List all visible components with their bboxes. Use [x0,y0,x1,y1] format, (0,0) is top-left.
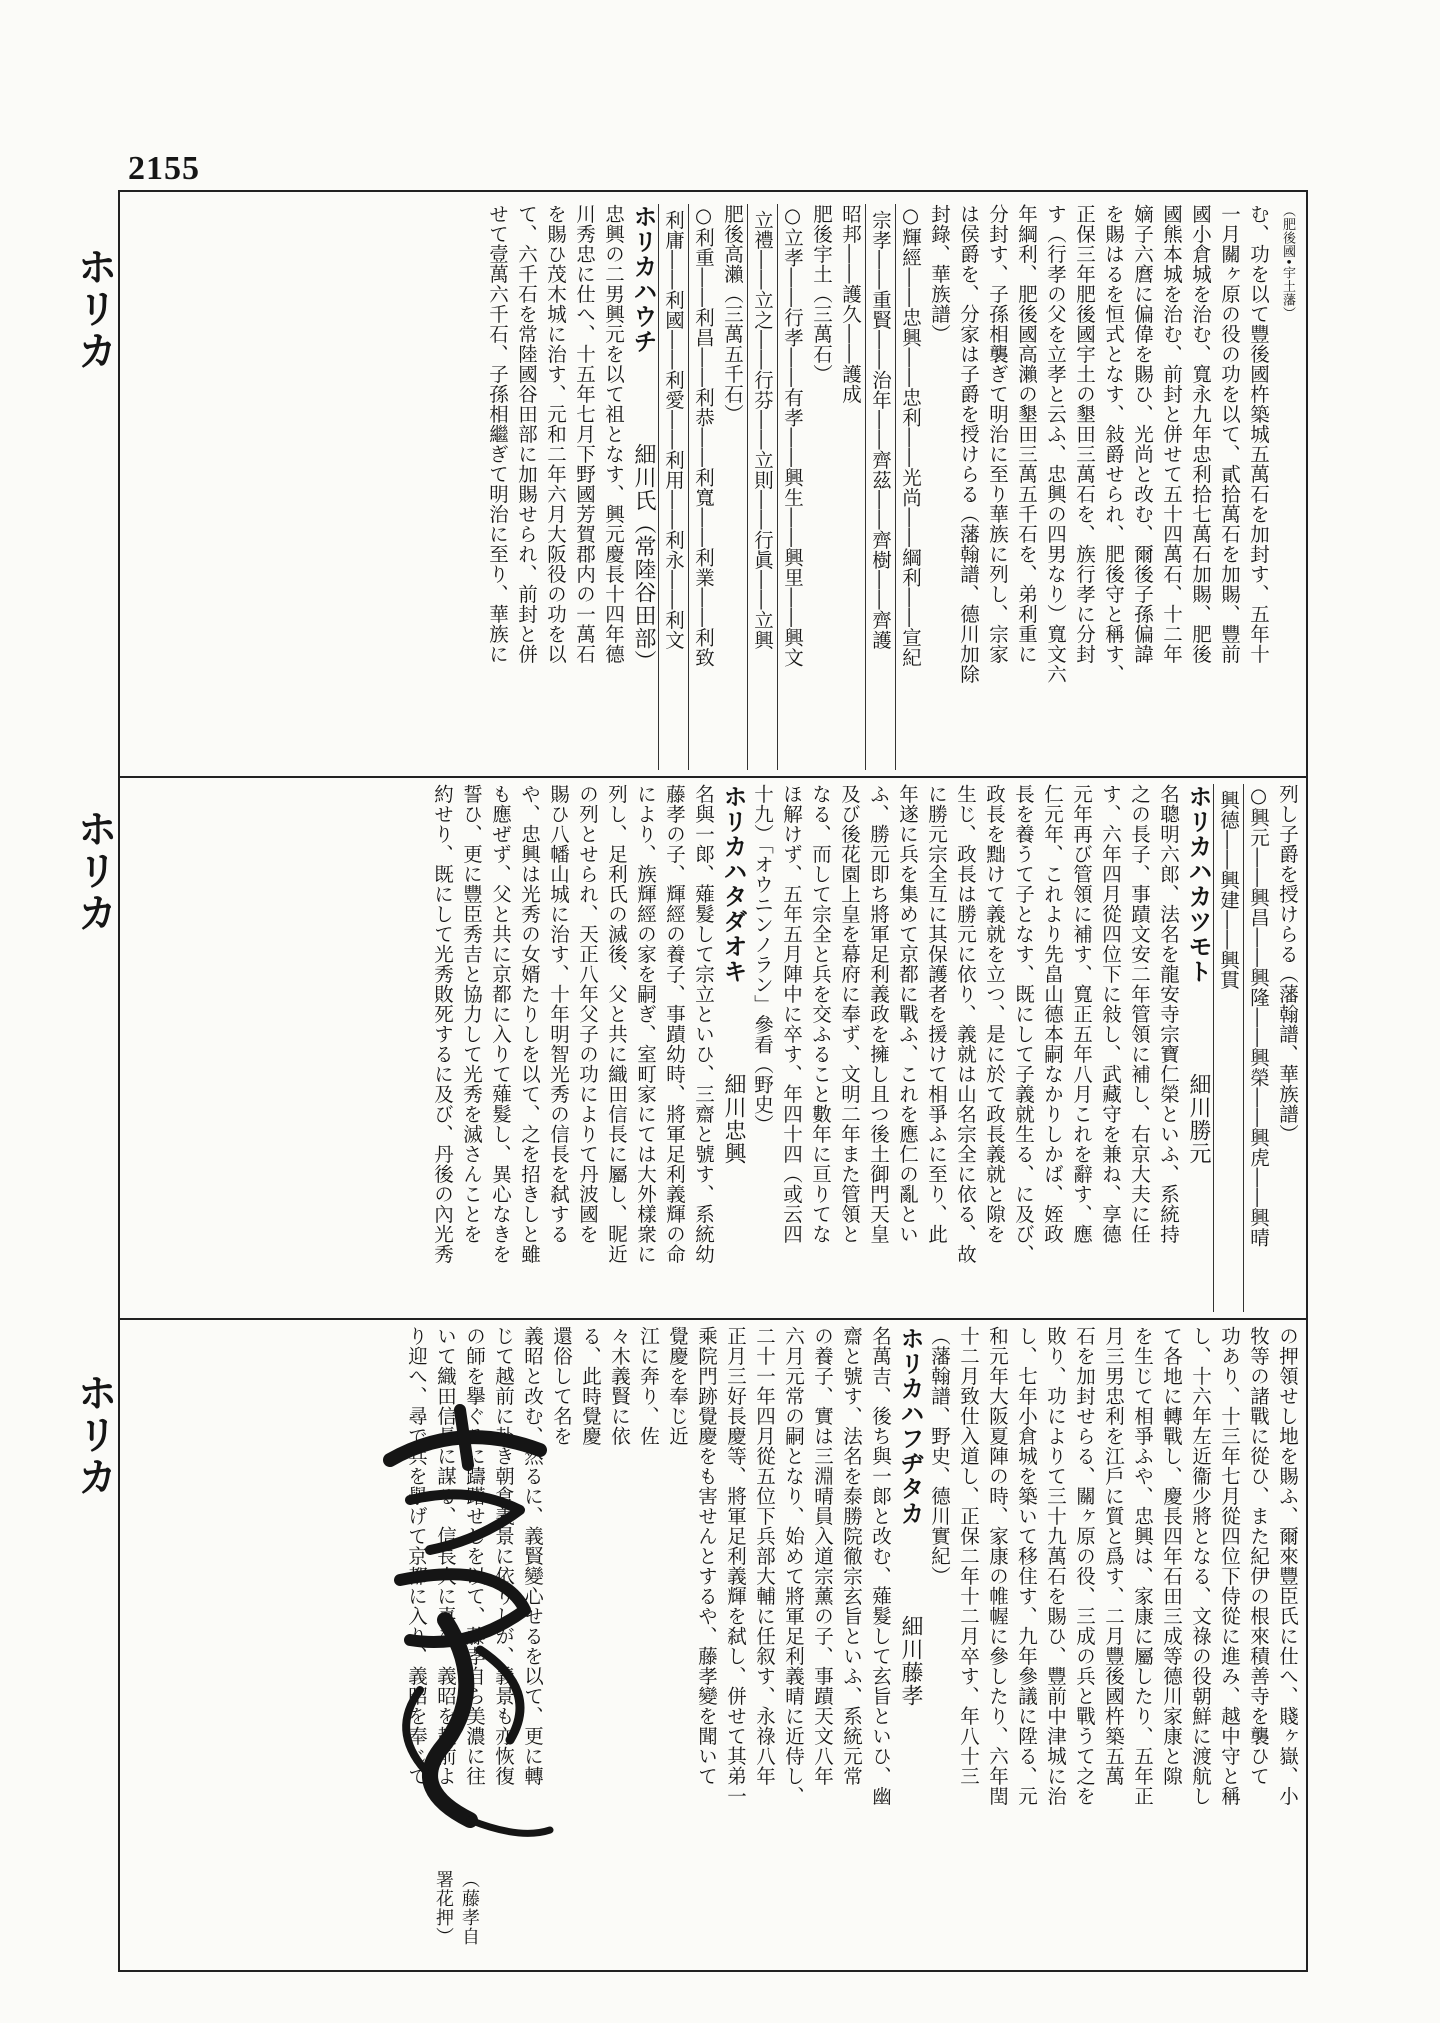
entry-title-text: ホリカハウチ [629,204,657,354]
text-line: 義昭と改む、然るに、義賢變心せるを以て、更に轉 [521,1326,544,1786]
text-line: 嫡子六麿に偏偉を賜ひ、光尚と改む、爾後子孫偏諱 [1131,204,1154,664]
text-line: 和元年大阪夏陣の時、家康の帷幄に參したり、六年閏 [986,1326,1009,1806]
entry-person: 細川藤孝 [898,1615,923,1707]
text-line: を生じて相爭ふや、忠興は、家康に屬したり、五年正 [1131,1326,1154,1806]
side-tag-top: ホリカ [71,246,117,372]
text-line: 乘院門跡覺慶をも害せんとするや、藤孝變を聞いて [695,1326,718,1786]
section-bottom-text [124,1326,1302,1966]
text-line: は侯爵を、分家は子爵を授けらる（藩翰譜、德川加除 [957,204,980,684]
section-divider-2 [118,1318,1308,1320]
text-line: ふ、勝元即ち將軍足利義政を擁し且つ後土御門天皇 [867,784,890,1244]
text-line: 功あり、十三年七月從四位下侍從に進み、越中守と稱 [1218,1326,1241,1806]
side-tag-middle: ホリカ [71,808,117,934]
text-line: の押領せし地を賜ふ、爾來豐臣氏に仕へ、賤ヶ嶽、小 [1276,1326,1299,1806]
text-line: （藩翰譜、野史、德川實紀） [928,1326,951,1586]
text-line: 政長を黜けて義就を立つ、是に於て政長義就と隙を [983,784,1006,1244]
text-line: 々木義賢に依 [608,1326,631,1446]
text-line: り迎へ、尋で兵を擧げて京都に入り、義昭を奉じて [405,1326,428,1786]
text-line: 國熊本城を治む、前封と併せて五十四萬石、十二年 [1160,204,1183,664]
lineage-line: 興德――興建――興貫 [1213,784,1244,1312]
text-line: せて壹萬六千石、子孫相繼ぎて明治に至り、華族に [486,204,509,664]
text-line: 及び後花園上皇を幕府に奉ず、文明二年また管領と [838,784,861,1244]
entry-title [895,1326,925,1966]
text-line: により、族輝經の家を嗣ぎ、室町家にては大外樣衆に [634,784,657,1264]
text-line: る、此時覺慶 [579,1326,602,1446]
text-line: 十九）「オウニンノラン」參看（野史） [751,784,774,1135]
text-line: 齋と號す、法名を泰勝院徹宗玄旨といふ、系統元常 [840,1326,863,1786]
lineage-heading: 肥後宇土（三萬石） [810,204,833,384]
text-line: 還俗して名を [550,1326,573,1446]
section-top-text [124,204,1302,770]
text-line: 列し、足利氏の滅後、父と共に織田信長に屬し、昵近 [605,784,628,1264]
section-bottom [124,1326,1302,1966]
text-line: 名聰明六郎、法名を龍安寺宗寶仁榮といふ、系統持 [1157,784,1180,1244]
text-line: に勝元宗全互に其保護者を援けて相爭ふに至り、此 [925,784,948,1244]
side-tag-bottom: ホリカ [71,1372,117,1498]
page-number: 2155 [128,150,200,187]
text-line: て各地に轉戰し、慶長四年石田三成等德川家康と隙 [1160,1326,1183,1786]
text-line: 一月關ヶ原の役の功を以て、貳拾萬石を加賜、豐前 [1218,204,1241,664]
text-line: す（行孝の父を立孝と云ふ、忠興の四男なり）寬文六 [1044,204,1067,684]
text-line: て、六千石を常陸國谷田部に加賜せられ、前封と併 [515,204,538,664]
text-line: いて織田信長に謀る、信長大に喜び、義昭を越前よ [434,1326,457,1786]
text-line: 石を加封せらる、關ヶ原の役、三成の兵と戰うて之を [1073,1326,1096,1806]
text-line: じて越前に赴き朝倉義景に依りしが、義景も亦恢復 [492,1326,515,1786]
section-middle [124,784,1302,1312]
section-middle-text [124,784,1302,1312]
entry-person: 細川勝元 [1186,1073,1211,1165]
text-line: し、十六年左近衞少將となる、文祿の役朝鮮に渡航し [1189,1326,1212,1806]
lineage-line: 立禮――立之――行芬――立則――行眞――立興 [747,204,778,770]
lineage-line: ○立孝――行孝――有孝――興生――興里――興文 [781,204,804,668]
text-line: 二十一年四月從五位下兵部大輔に任叙す、永祿八年 [753,1326,776,1786]
text-line: 元年再び管領に補す、寬正五年八月これを辭す、應 [1070,784,1093,1244]
text-line: 月三男忠利を江戶に質と爲す、二月豐後國杵築五萬 [1102,1326,1125,1786]
text-line: 年遂に兵を集めて京都に戰ふ、これを應仁の亂とい [896,784,919,1244]
text-line: の師を擧ぐるに躊躇せしを以て、藤孝自ら美濃に往 [463,1326,486,1786]
lineage-line: 昭邦――護久――護成 [839,204,862,404]
source-header: （肥後國•宇土藩） [1280,204,1295,321]
text-line: の養子、實は三淵晴員入道宗薰の子、事蹟天文八年 [811,1326,834,1786]
text-line: 之の長子、事蹟文安二年管領に補し、右京大夫に任 [1128,784,1151,1244]
entry-title-text: ホリカハカツモト [1184,784,1212,984]
kao-signature-icon [350,1390,570,1860]
text-line: 仁元年、これより先畠山德本嗣なかりしかば、姪政 [1041,784,1064,1244]
lineage-heading: 肥後高瀨（三萬五千石） [721,204,744,424]
text-line: 江に奔り、佐 [637,1326,660,1446]
text-line: ほ解けず、五年五月陣中に卒す、年四十四（或云四 [780,784,803,1244]
text-line: も應ぜず、父と共に京都に入りて薙髮し、異心なきを [489,784,512,1264]
entry-person: 細川氏（常陸谷田部） [631,443,656,673]
lineage-line: 宗孝――重賢――治年――齊茲――齊樹――齊護 [865,204,896,770]
entry-title [1183,784,1213,1312]
text-line: 牧等の諸戰に從ひ、また紀伊の根來積善寺を襲ひて [1247,1326,1270,1786]
text-line: し、七年小倉城を築いて移住す、九年參議に陞る、元 [1015,1326,1038,1806]
entry-title [718,784,748,1312]
text-line: 分封す、子孫相襲ぎて明治に至り華族に列し、宗家 [986,204,1009,664]
text-line: む、功を以て豐後國杵築城五萬石を加封す、五年十 [1247,204,1270,664]
text-line: 生じ、政長は勝元に依り、義就は山名宗全に依る、故 [954,784,977,1264]
text-line: 藤孝の子、輝經の養子、事蹟幼時、將軍足利義輝の命 [663,784,686,1264]
text-line: 約せり、既にして光秀敗死するに及び、丹後の內光秀 [431,784,454,1264]
text-line: 川秀忠に仕へ、十五年七月下野國芳賀郡内の一萬石 [573,204,596,664]
text-line: 年綱利、肥後國高瀨の墾田三萬五千石を、弟利重に [1015,204,1038,664]
text-line: を賜ひ茂木城に治す、元和二年六月大阪役の功を以 [544,204,567,664]
text-line: 名與一郞、薙髮して宗立といひ、三齋と號す、系統幼 [692,784,715,1264]
text-line: 正保三年肥後國宇土の墾田三萬石を、族行孝に分封 [1073,204,1096,664]
text-line: 敗り、功によりて三十九萬石を賜ひ、豐前中津城に治 [1044,1326,1067,1806]
text-line: す、六年四月從四位下に敍し、武藏守を兼ね、享德 [1099,784,1122,1244]
text-line: 忠興の二男興元を以て祖となす、興元慶長十四年德 [602,204,625,664]
text-line: 覺慶を奉じ近 [666,1326,689,1446]
text-line: なる、而して宗全と兵を交ふること數年に亘りてな [809,784,832,1244]
entry-person: 細川忠興 [721,1073,746,1165]
section-divider-1 [118,776,1308,778]
text-line: 正月三好長慶等、將軍足利義輝を弑し、併せて其弟一 [724,1326,747,1806]
text-line: 長を養うて子となす、既にして子義就生る、に及び、 [1012,784,1035,1264]
text-line: 國小倉城を治む、寬永九年忠利拾七萬石加賜、肥後 [1189,204,1212,664]
text-line: 封錄、華族譜） [928,204,951,344]
text-line: 十二月致仕入道し、正保二年十二月卒す、年八十三 [957,1326,980,1786]
text-line: 誓ひ、更に豐臣秀吉と協力して光秀を滅さんことを [460,784,483,1244]
entry-title-text: ホリカハタダオキ [719,784,747,984]
section-top [124,204,1302,770]
text-line: 名萬吉、後ち與一郞と改む、薙髮して玄旨といひ、幽 [869,1326,892,1806]
lineage-line: ○興元――興昌――興隆――興榮――興虎――興晴 [1247,784,1270,1248]
text-line: 六月元常の嗣となり、始めて將軍足利義晴に近侍し、 [782,1326,805,1806]
text-line: や、忠興は光秀の女婿たりしを以て、之を招きしと雖 [518,784,541,1264]
text-line: 賜ひ八幡山城に治す、十年明智光秀の信長を弑する [547,784,570,1244]
text-line: を賜はるを恒式となす、敍爵せられ、肥後守と稱す、 [1102,204,1125,684]
entry-title-text: ホリカハフヂタカ [896,1326,924,1526]
lineage-line: 利庸――利國――利愛――利用――利永――利文 [658,204,689,770]
signature-area [330,1390,580,1950]
lineage-line: ○利重――利昌――利恭――利寬――利業――利致 [692,204,715,668]
lineage-line: ○輝經――忠興――忠利――光尚――綱利――宣紀 [899,204,922,668]
signature-caption: （藤孝自署花押） [433,1870,480,1946]
entry-title [628,204,658,770]
text-line: 列し子爵を授けらる（藩翰譜、華族譜） [1276,784,1299,1144]
text-line: の列とせられ、天正八年父子の功によりて丹波國を [576,784,599,1244]
